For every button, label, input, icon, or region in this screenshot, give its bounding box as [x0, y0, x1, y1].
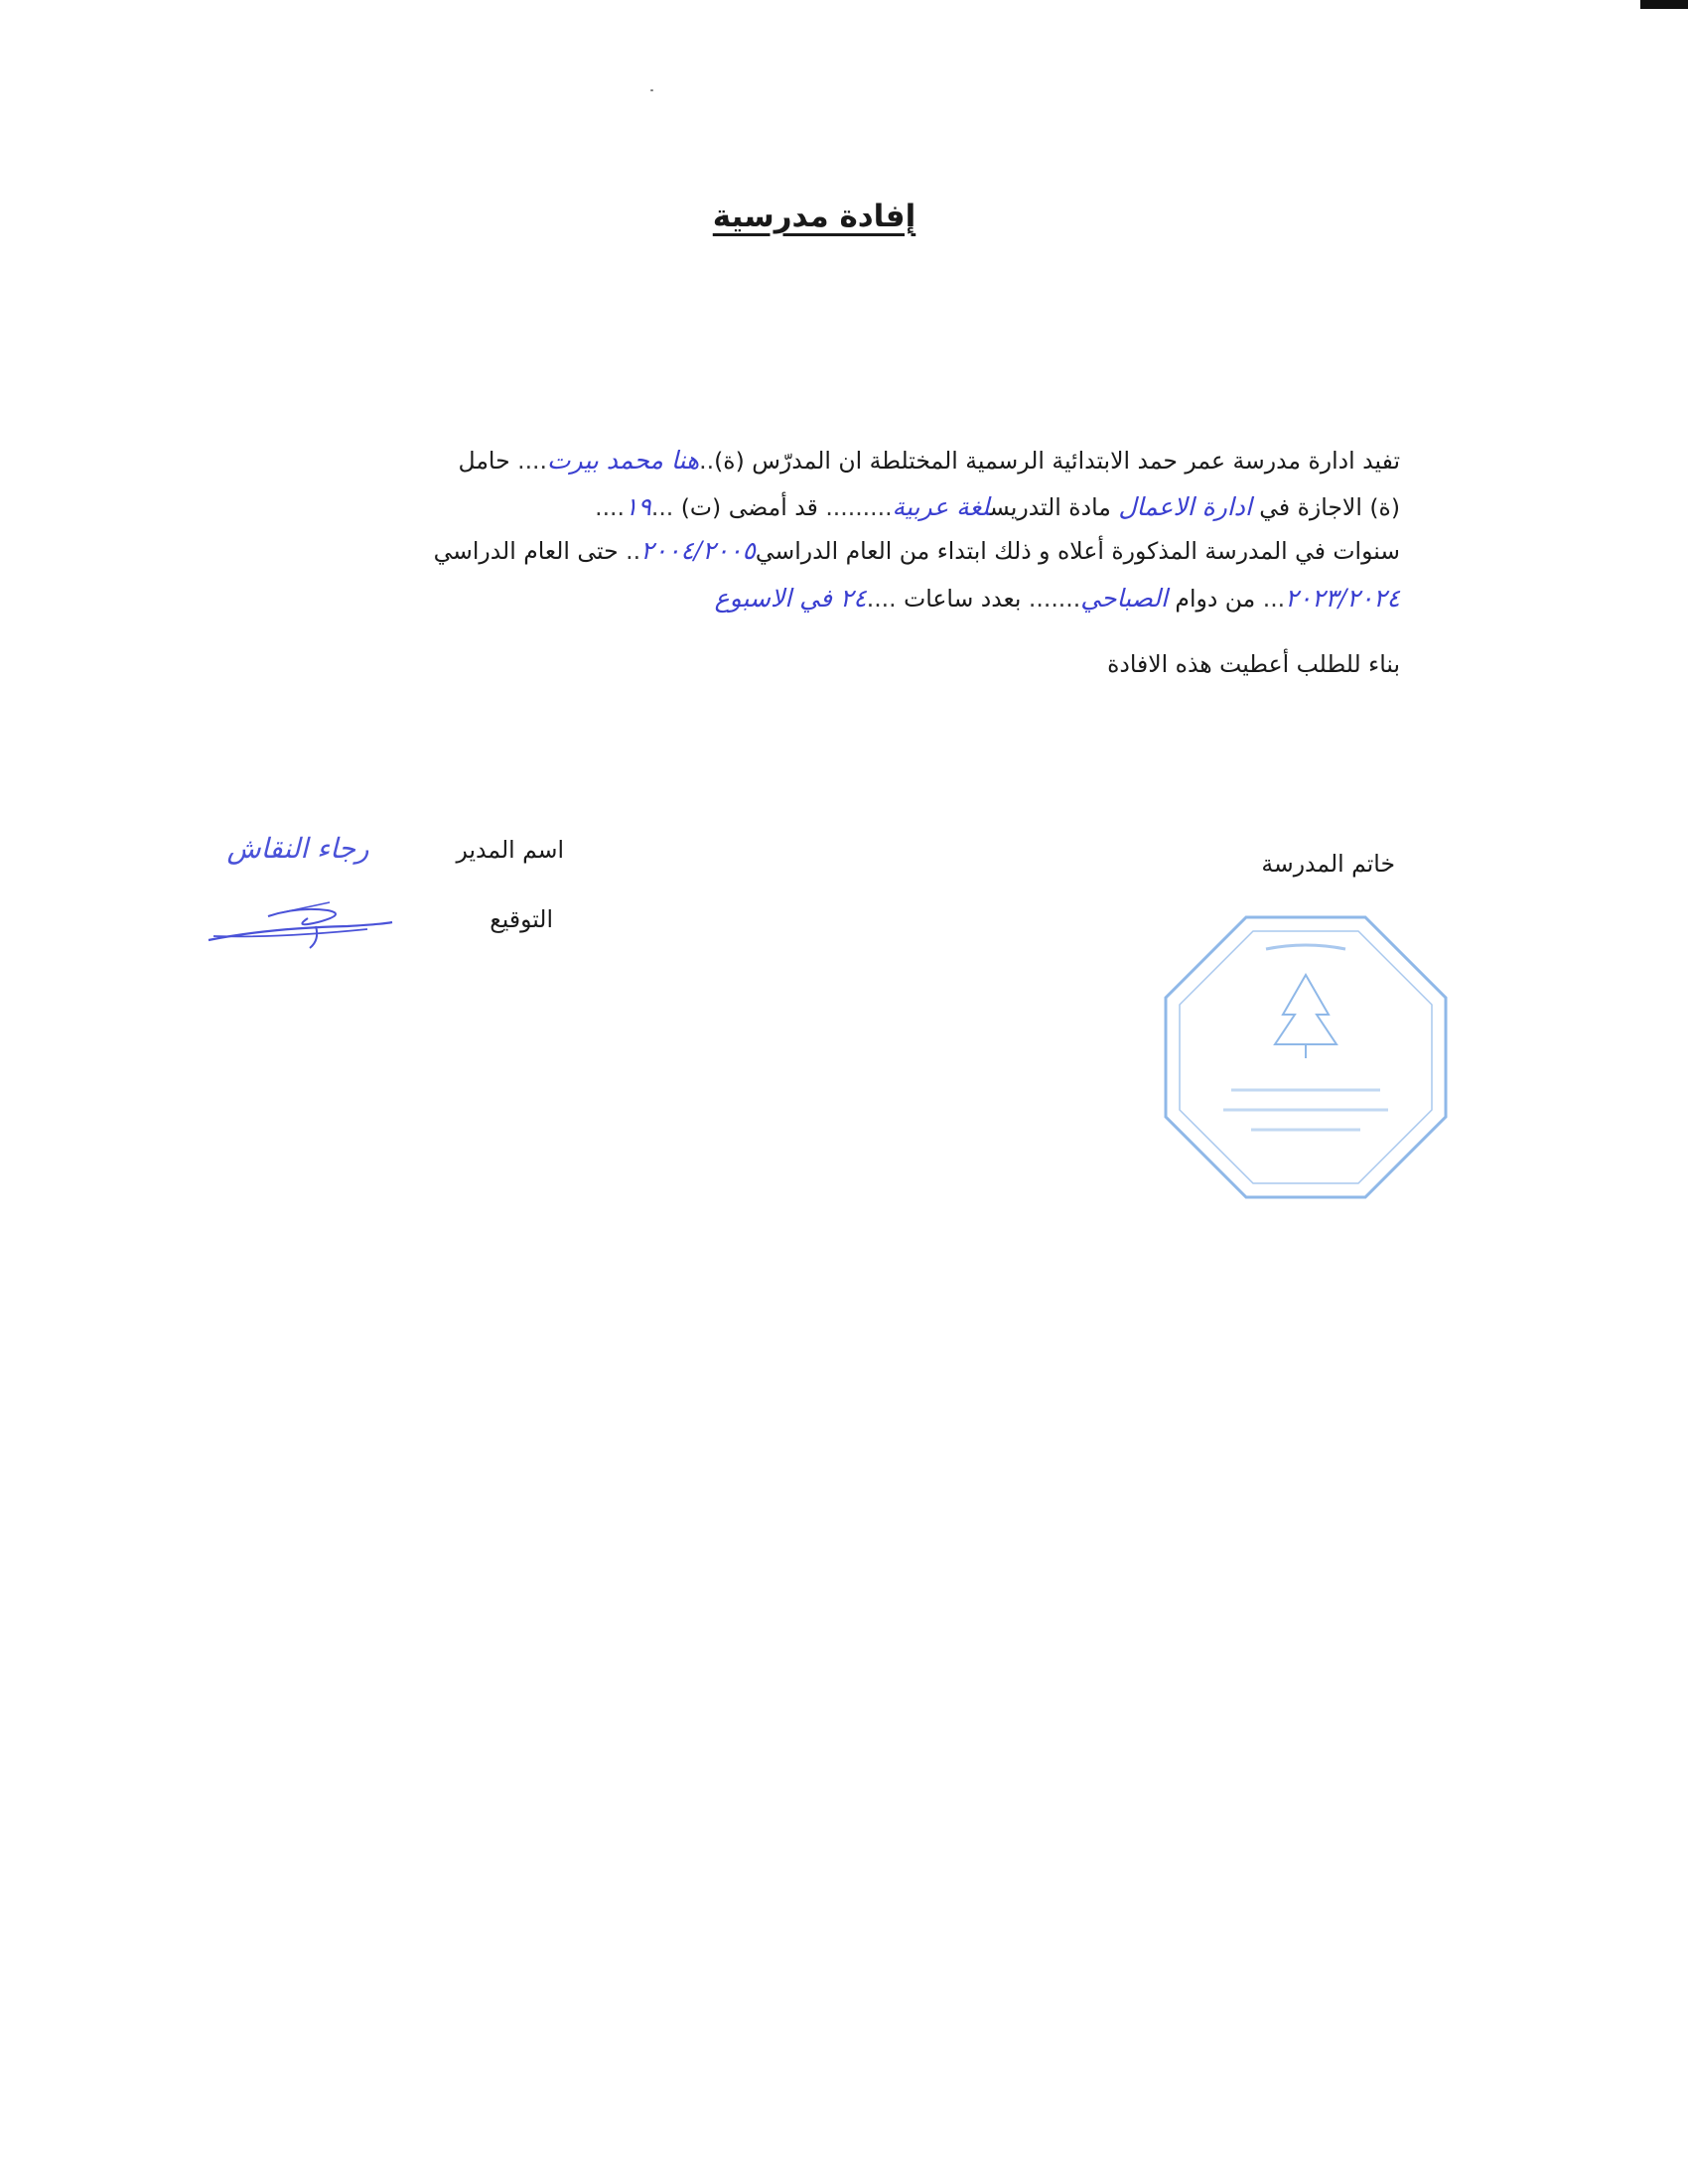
school-stamp-label: خاتم المدرسة [1261, 850, 1395, 878]
subject-handwritten: لغة عربية [892, 492, 990, 521]
years-handwritten: ١٩ [625, 492, 651, 521]
line1-text-b: حامل [458, 447, 510, 475]
principal-name-handwritten: رجاء النقاش [226, 832, 369, 865]
line4-text-b: بعدد ساعات [904, 585, 1022, 613]
line2-text-b: مادة التدريس [989, 493, 1111, 521]
scan-edge-mark [1640, 0, 1688, 9]
dot-leader: ....... [1028, 585, 1081, 613]
line3-text-a: سنوات في المدرسة المذكورة أعلاه و ذلك ابتداء من العام الدراسي [755, 537, 1400, 565]
school-stamp [1162, 913, 1450, 1201]
line2-text-a: (ة) الاجازة في [1259, 493, 1400, 521]
principal-signature [199, 888, 417, 958]
dot-leader: .... [595, 493, 625, 521]
degree-handwritten: ادارة الاعمال [1118, 492, 1252, 521]
dot-leader: .... [866, 585, 897, 613]
document-title: إفادة مدرسية [712, 199, 916, 234]
shift-handwritten: الصباحي [1080, 584, 1168, 613]
body-line-1 [459, 448, 1400, 474]
hours-handwritten: ٢٤ في الاسبوع [714, 584, 867, 613]
signature-label: التوقيع [490, 905, 553, 933]
dot-leader: .. [626, 537, 641, 565]
line1-text-a: تفيد ادارة مدرسة عمر حمد الابتدائية الرسمية المختلطة ان المدرّس (ة) [714, 447, 1400, 475]
line3-text-b: حتى العام الدراسي [433, 537, 619, 565]
line4-text-a: من دوام [1175, 585, 1256, 613]
body-line-2 [595, 494, 1400, 520]
dot-leader: ... [650, 493, 674, 521]
teacher-name-handwritten: هنا محمد بيرت [546, 446, 700, 475]
principal-name-label: اسم المدير [456, 836, 564, 864]
dot-leader: ......... [825, 493, 893, 521]
body-line-4 [715, 586, 1400, 612]
body-line-3 [434, 538, 1400, 564]
dot-leader: ... [1262, 585, 1286, 613]
dot-leader: .. [699, 447, 715, 475]
scan-speck [650, 89, 653, 91]
end-year-handwritten: ٢٠٢٣/٢٠٢٤ [1285, 584, 1400, 613]
closing-statement: بناء للطلب أعطيت هذه الافادة [1107, 650, 1400, 678]
line2-text-c: قد أمضى (ت) [680, 493, 818, 521]
dot-leader: .... [517, 447, 547, 475]
start-year-handwritten: ٢٠٠٤/٢٠٠٥ [640, 536, 756, 565]
